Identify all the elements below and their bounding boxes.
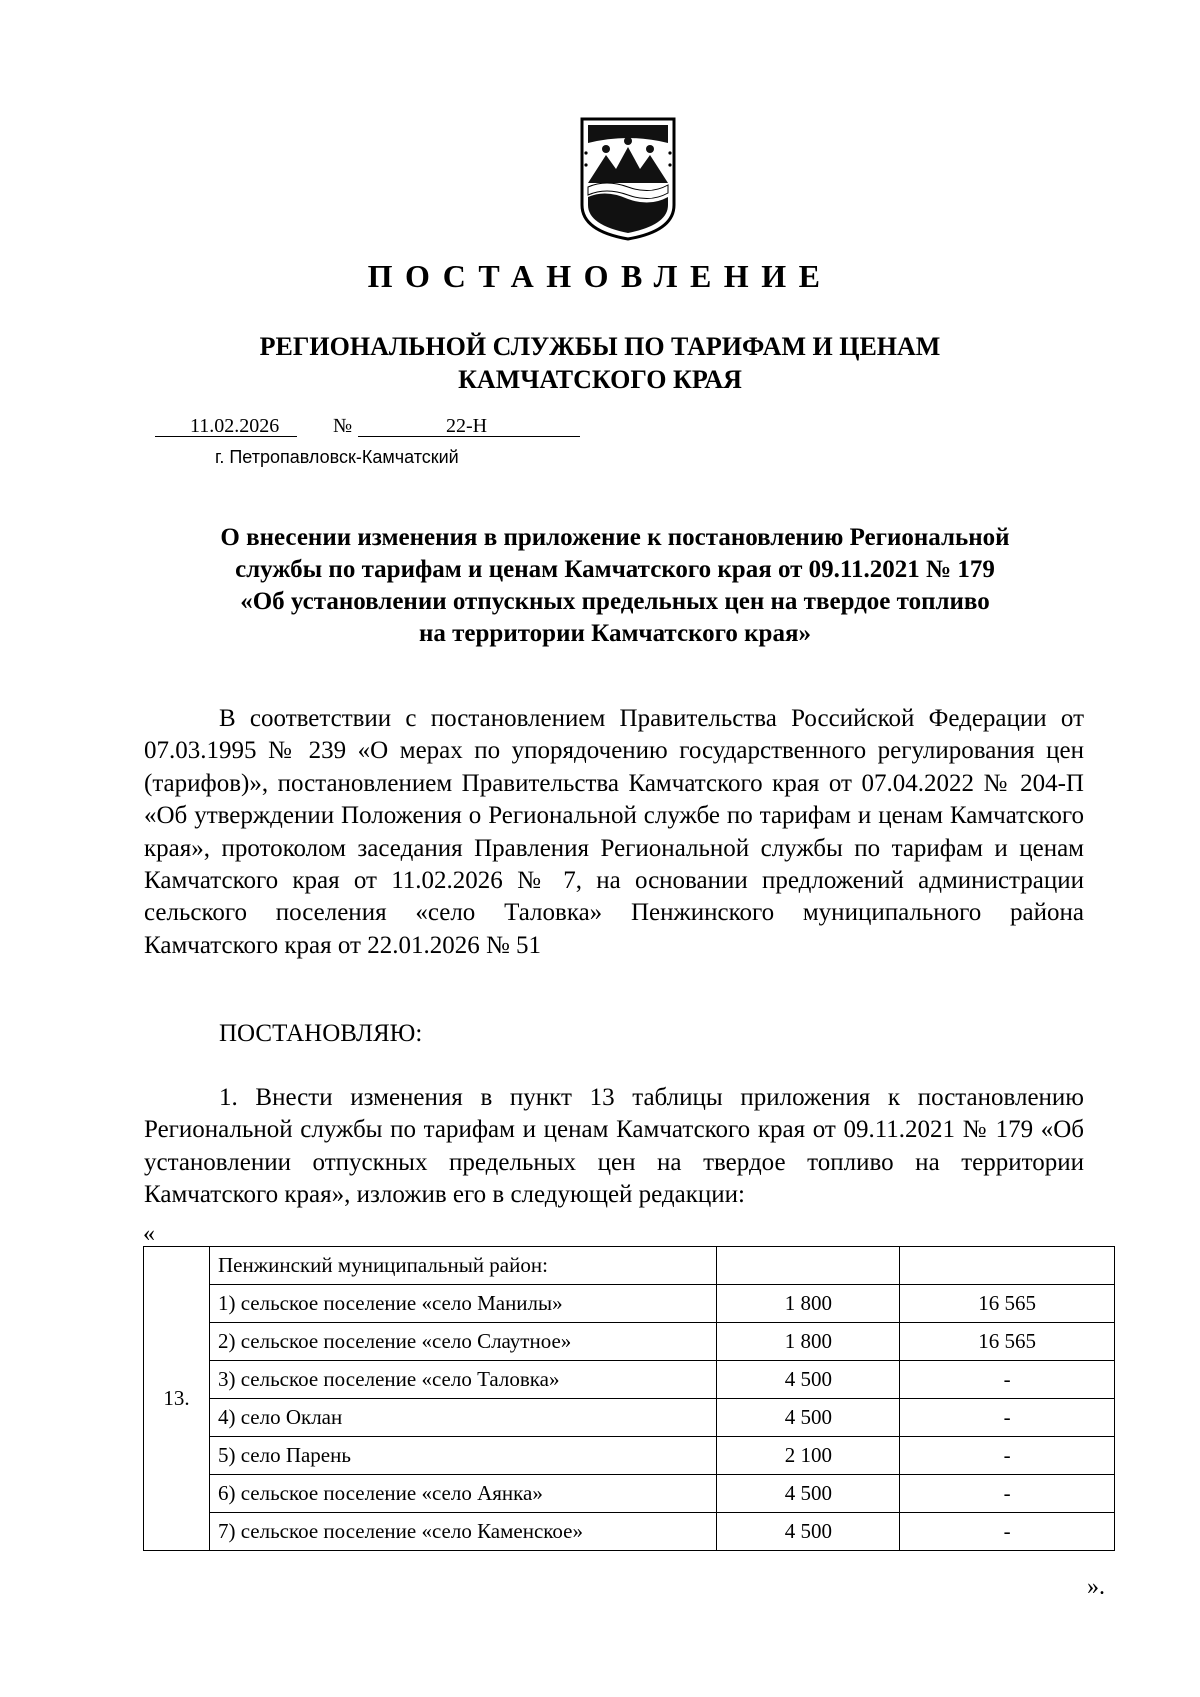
preamble-paragraph: В соответствии с постановлением Правительства Российской Федерации от 07.03.1995 № 239 «О мерах по упорядочению государственного регулирования цен (тарифов)», постановлением Правительства Камчатского края от 07.04.2022 № 204-П «Об утверждении Положения о Региональной службе по тарифам и ценам Камчатского края», протоколом заседания Правления Региональной службы по тарифам и ценам Камчатского края от 11.02.2026 № 7, на основании предложений администрации сельского поселения «село Таловка» Пенжинского муниципального района Камчатского края от 22.01.2026 № 51 <box>144 705 1084 959</box>
price-cell: 2 100 <box>717 1437 900 1475</box>
row-number-cell: 13. <box>144 1247 210 1551</box>
table-row <box>144 1513 1115 1551</box>
price-cell: 4 500 <box>717 1475 900 1513</box>
price-cell: - <box>900 1437 1115 1475</box>
price-cell: 4 500 <box>717 1399 900 1437</box>
document-number: 22-Н <box>446 415 488 437</box>
document-date: 11.02.2026 <box>190 415 280 437</box>
price-cell: 16 565 <box>900 1285 1115 1323</box>
settlement-cell: 1) сельское поселение «село Манилы» <box>209 1285 716 1323</box>
table-row <box>144 1361 1115 1399</box>
number-label: № <box>333 415 353 437</box>
agency-line-1: РЕГИОНАЛЬНОЙ СЛУЖБЫ ПО ТАРИФАМ И ЦЕНАМ <box>259 332 941 361</box>
settlement-cell: 2) сельское поселение «село Слаутное» <box>209 1323 716 1361</box>
number-underline <box>358 436 580 437</box>
subject-line: «Об установлении отпускных предельных цен на твердое топливо <box>240 588 990 615</box>
opening-quote: « <box>143 1221 155 1247</box>
subject-line: службы по тарифам и ценам Камчатского края от 09.11.2021 № 179 <box>235 556 995 583</box>
price-cell: 16 565 <box>900 1323 1115 1361</box>
settlement-cell: 6) сельское поселение «село Аянка» <box>209 1475 716 1513</box>
coat-of-arms-emblem <box>576 113 680 241</box>
price-cell: 4 500 <box>717 1513 900 1551</box>
price-cell: - <box>900 1361 1115 1399</box>
price-cell: - <box>900 1475 1115 1513</box>
price-cell: 1 800 <box>717 1323 900 1361</box>
city: г. Петропавловск-Камчатский <box>215 447 459 467</box>
document-title: ПОСТАНОВЛЕНИЕ <box>367 258 833 294</box>
issuing-agency <box>0 330 1200 396</box>
closing-quote: ». <box>1087 1574 1105 1600</box>
table-row <box>144 1323 1115 1361</box>
price-table <box>143 1246 1115 1551</box>
date-underline <box>155 436 297 437</box>
price-cell: - <box>900 1513 1115 1551</box>
price-cell: - <box>900 1399 1115 1437</box>
settlement-cell: 4) село Оклан <box>209 1399 716 1437</box>
table-row <box>144 1285 1115 1323</box>
document-subject <box>150 522 1080 650</box>
settlement-cell: 5) село Парень <box>209 1437 716 1475</box>
table-row <box>144 1247 1115 1285</box>
subject-line: на территории Камчатского края» <box>418 620 811 647</box>
table-row <box>144 1437 1115 1475</box>
settlement-cell: 3) сельское поселение «село Таловка» <box>209 1361 716 1399</box>
district-header-cell: Пенжинский муниципальный район: <box>209 1247 716 1285</box>
decree-word: ПОСТАНОВЛЯЮ: <box>219 1020 423 1047</box>
value-cell <box>717 1247 900 1285</box>
price-cell: 1 800 <box>717 1285 900 1323</box>
settlement-cell: 7) сельское поселение «село Каменское» <box>209 1513 716 1551</box>
subject-line: О внесении изменения в приложение к постановлению Региональной <box>220 524 1010 551</box>
price-cell: 4 500 <box>717 1361 900 1399</box>
table-row <box>144 1399 1115 1437</box>
table-row <box>144 1475 1115 1513</box>
value-cell <box>900 1247 1115 1285</box>
point-1-paragraph: 1. Внести изменения в пункт 13 таблицы приложения к постановлению Региональной службы по тарифам и ценам Камчатского края от 09.11.2021 № 179 «Об установлении отпускных предельных цен на твердое топливо на территории Камчатского края», изложив его в следующей редакции: <box>144 1084 1084 1209</box>
agency-line-2: КАМЧАТСКОГО КРАЯ <box>458 365 742 394</box>
